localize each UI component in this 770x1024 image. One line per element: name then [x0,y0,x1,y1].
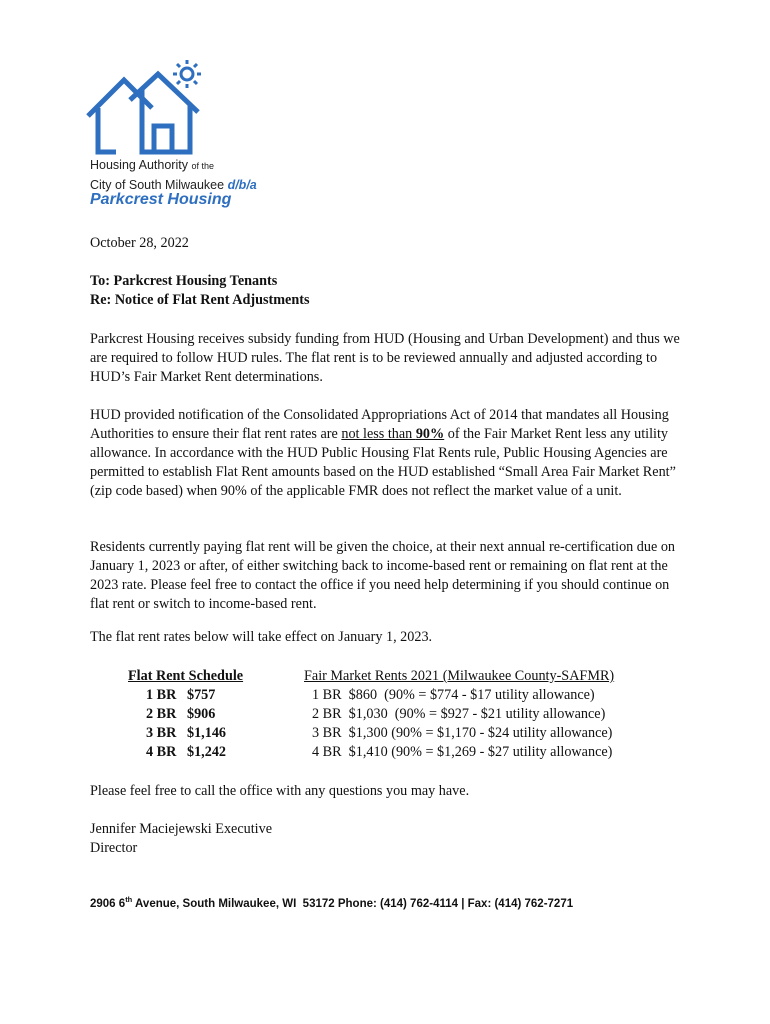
org-line1: Housing Authority [90,158,188,172]
paragraph-5: Please feel free to call the office with any questions you may have. [90,783,470,799]
brand-name: Parkcrest Housing [90,191,232,208]
paragraph-2-underline [341,426,444,442]
paragraph-1: Parkcrest Housing receives subsidy funding from HUD (Housing and Urban Development) and thus we are required to follow HUD rules. The flat rent is to be reviewed annually and adjusted according to HUD’s Fair Market Rent determinations. [90,331,680,385]
fmr-row: 3 BR $1,300 (90% = $1,170 - $24 utility allowance) [312,725,613,741]
fmr-row: 2 BR $1,030 (90% = $927 - $21 utility allowance) [312,706,606,722]
fmr-title: Fair Market Rents 2021 (Milwaukee County-SAFMR) [304,668,615,684]
signature [90,820,680,858]
paragraph-3: Residents currently paying flat rent will be given the choice, at their next annual re-certification due on January 1, 2023 or after, of either switching back to income-based rent or remaining on flat rent at the 2023 rate. Please feel free to contact the office if you need help determining if you should continue on flat rent or switch to income-based rent. [90,539,676,612]
signature-line-1: Jennifer Maciejewski Executive [90,821,272,837]
paragraph-4: The flat rent rates below will take effect on January 1, 2023. [90,629,433,645]
letter-re: Re: Notice of Flat Rent Adjustments [90,292,310,308]
fmr-row: 1 BR $860 (90% = $774 - $17 utility allowance) [312,687,595,703]
footer-sup: th [125,895,133,904]
flat-rent-title: Flat Rent Schedule [128,668,244,684]
flat-rent-schedule [128,667,243,762]
paragraph-2-end: of the Fair Market Rent less any utility allowance. In accordance with the HUD Public Housing Flat Rents rule, Public Housing Agencies are permitted to establish Flat Rent amounts based on the HUD established “Small Area Fair Market Rent” (zip code based) when 90% of the applicable FMR does not reflect the market value of a unit. [90,426,676,499]
house-sun-logo [86,60,216,160]
paragraph-2-bold: 90% [415,426,445,442]
letter-to: To: Parkcrest Housing Tenants [90,273,278,289]
org-line2: City of South Milwaukee [90,178,225,192]
letter-date: October 28, 2022 [90,235,189,251]
flat-rent-row: 2 BR $906 [146,706,216,722]
fmr-row: 4 BR $1,410 (90% = $1,269 - $27 utility allowance) [312,744,613,760]
org-dba: d/b/a [227,178,257,192]
signature-line-2: Director [90,840,138,856]
footer-post: Avenue, South Milwaukee, WI 53172 Phone: (414) 762-4114 | Fax: (414) 762-7271 [132,897,574,910]
fair-market-rents [304,667,614,762]
paragraph-2-underline-text: not less than [341,426,416,442]
paragraph-2-start: HUD provided notification of the Consolidated Appropriations Act of 2014 that mandates all Housing Authorities to ensure their flat rent rates are [90,407,669,442]
footer-contact [90,895,573,910]
letter-header [90,272,680,310]
footer-pre: 2906 6 [90,897,126,910]
flat-rent-row: 3 BR $1,146 [146,725,227,741]
flat-rent-row: 4 BR $1,242 [146,744,227,760]
org-line1-small: of the [191,161,214,171]
organization-name [90,156,257,195]
flat-rent-row: 1 BR $757 [146,687,216,703]
paragraph-2 [90,406,680,501]
